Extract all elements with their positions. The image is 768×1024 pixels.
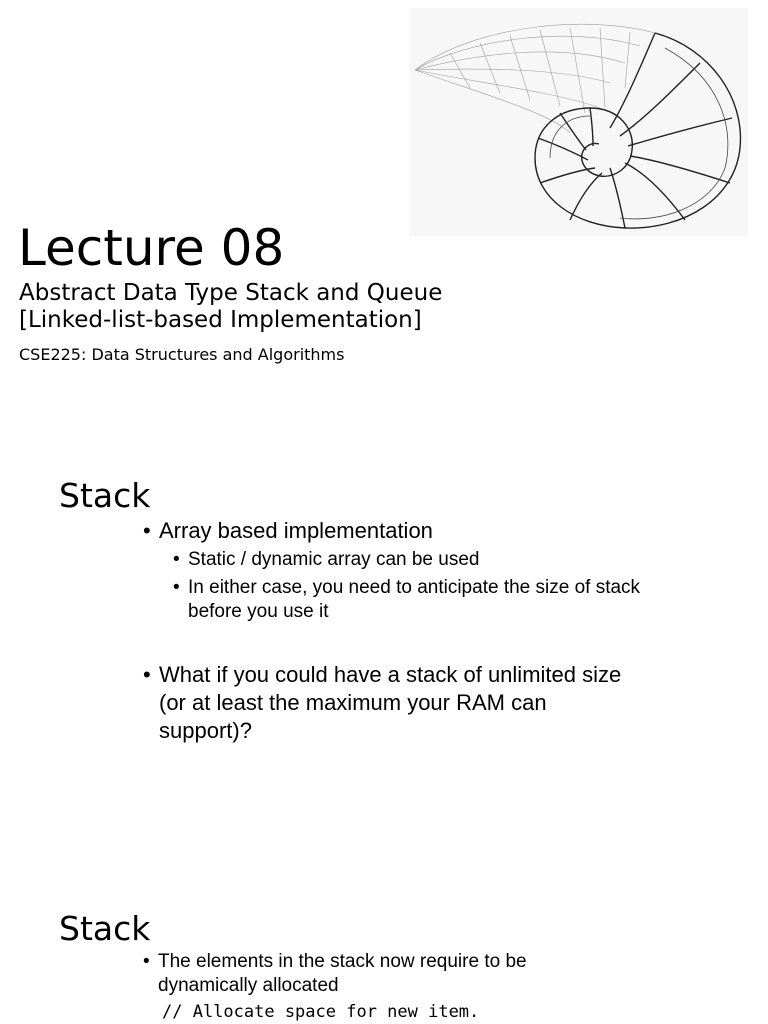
bullet-text: Array based implementation — [159, 518, 433, 543]
bullet-item — [143, 661, 633, 745]
slide-title: Stack — [59, 476, 151, 515]
sub-bullet-item — [173, 576, 643, 624]
subtitle-line-2: [Linked-list-based Implementation] — [19, 307, 422, 333]
slide-title: Stack — [59, 909, 151, 948]
code-line: // Allocate space for new item. — [162, 1002, 480, 1022]
lecture-title: Lecture 08 — [18, 219, 285, 277]
sub-bullet-item — [173, 548, 643, 572]
course-name: CSE225: Data Structures and Algorithms — [19, 345, 345, 364]
stack-slide-1 — [0, 455, 768, 785]
bullet-icon: • — [143, 518, 151, 543]
sub-bullet-text: In either case, you need to anticipate the size of stack before you use it — [188, 577, 641, 622]
bullet-icon: • — [143, 662, 151, 687]
bullet-item — [143, 950, 603, 998]
bullet-item — [143, 517, 623, 545]
lecture-subtitle — [19, 280, 442, 334]
bullet-icon: • — [173, 549, 180, 570]
subtitle-line-1: Abstract Data Type Stack and Queue — [19, 280, 443, 306]
stack-slide-2 — [0, 895, 768, 1024]
nautilus-shell-image — [410, 8, 748, 236]
bullet-icon: • — [173, 577, 180, 598]
title-slide — [0, 0, 768, 390]
bullet-text: The elements in the stack now require to be dynamically allocated — [158, 951, 527, 996]
bullet-icon: • — [143, 951, 150, 972]
sub-bullet-text: Static / dynamic array can be used — [188, 549, 480, 570]
bullet-text: What if you could have a stack of unlimited size (or at least the maximum your RAM can support)? — [159, 662, 622, 743]
